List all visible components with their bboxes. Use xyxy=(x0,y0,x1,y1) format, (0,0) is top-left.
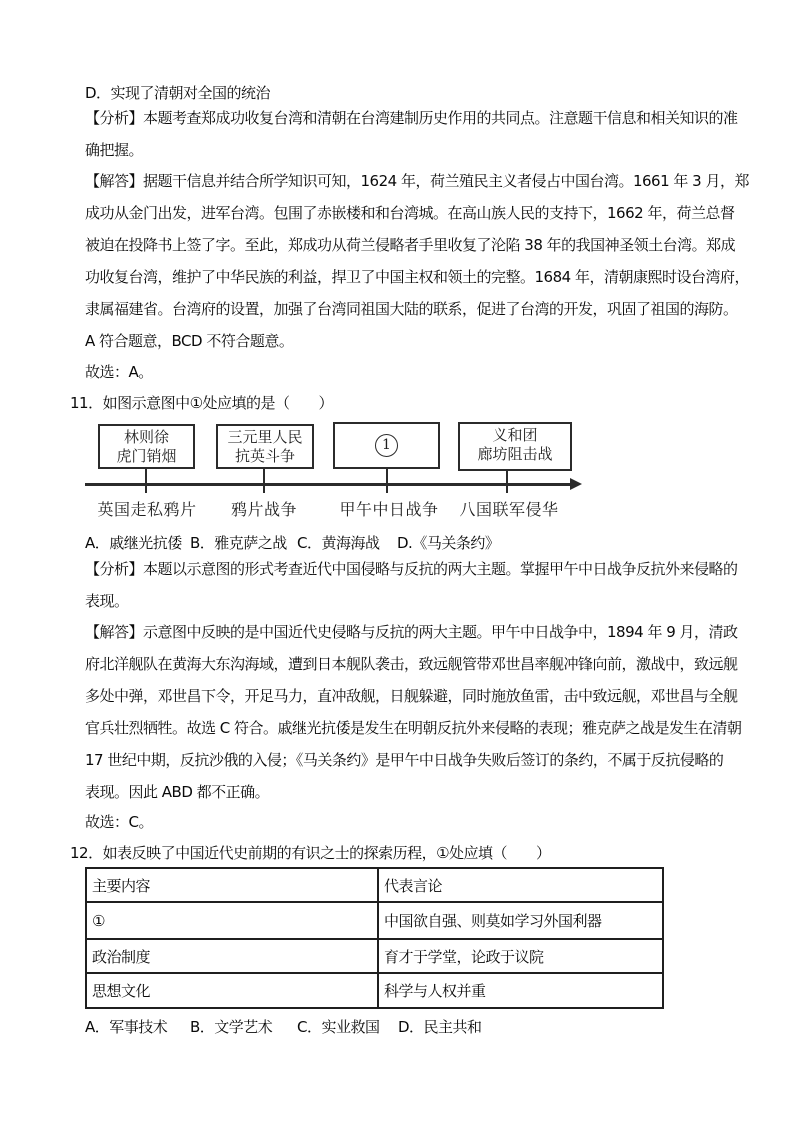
diagram-box-line: 抗英斗争 xyxy=(234,447,295,465)
q11-analysis-line-2: 表现。 xyxy=(85,592,129,610)
q11-option-a: A．戚继光抗倭 xyxy=(85,534,182,552)
table-header-main-content: 主要内容 xyxy=(86,868,378,902)
diagram-box-blank xyxy=(333,422,440,469)
q12-option-d: D．民主共和 xyxy=(398,1018,482,1036)
diagram-box-line: 三元里人民 xyxy=(227,428,303,446)
q11-question-stem: 11．如图示意图中①处应填的是（ ） xyxy=(70,394,334,412)
timeline-arrowhead-icon xyxy=(570,478,582,490)
q10-conclusion: 故选：A。 xyxy=(85,363,153,381)
table-header-representative-quotes: 代表言论 xyxy=(378,868,663,902)
timeline-tick xyxy=(145,469,147,493)
table-row xyxy=(86,973,663,1008)
q10-answer-line-2: 成功从金门出发，进军台湾。包围了赤嵌楼和和台湾城。在高山族人民的支持下，1662 年，荷兰总督 xyxy=(85,204,735,222)
table-cell: 育才于学堂，论政于议院 xyxy=(378,939,663,973)
timeline-label-jiawu-war: 甲午中日战争 xyxy=(339,500,439,519)
timeline-label-opium-smuggling: 英国走私鸦片 xyxy=(97,500,197,519)
q11-answer-line-5: 17 世纪中期，反抗沙俄的入侵；《马关条约》是甲午中日战争失败后签订的条约，不属于反抗侵略的 xyxy=(85,751,724,769)
q12-option-a: A．军事技术 xyxy=(85,1018,168,1036)
diagram-box-line: 义和团 xyxy=(492,426,538,444)
q11-answer-line-4: 官兵壮烈牺牲。故选 C 符合。戚继光抗倭是发生在明朝反抗外来侵略的表现；雅克萨之战是发生在清朝 xyxy=(85,719,742,737)
q11-answer-line-3: 多处中弹，邓世昌下令，开足马力，直冲敌舰，日舰躲避，同时施放鱼雷，击中致远舰，邓世昌与全舰 xyxy=(85,687,738,705)
q11-conclusion: 故选：C。 xyxy=(85,813,153,831)
q12-question-stem: 12．如表反映了中国近代史前期的有识之士的探索历程，①处应填（ ） xyxy=(70,844,551,862)
circled-one-icon: 1 xyxy=(375,434,398,457)
diagram-box-line: 虎门销烟 xyxy=(116,447,177,465)
q11-answer-line-1: 【解答】示意图中反映的是中国近代史侵略与反抗的两大主题。甲午中日战争中，1894 年 9 月，清政 xyxy=(85,623,738,641)
timeline-tick xyxy=(263,469,265,493)
q10-analysis-line-2: 确把握。 xyxy=(85,141,144,159)
q10-answer-line-1: 【解答】据题干信息并结合所学知识可知，1624 年，荷兰殖民主义者侵占中国台湾。1661 年 3 月，郑 xyxy=(85,172,749,190)
diagram-box-line: 林则徐 xyxy=(123,428,169,446)
timeline-label-eight-nation: 八国联军侵华 xyxy=(459,500,559,519)
timeline-axis xyxy=(85,483,572,486)
q11-analysis-line-1: 【分析】本题以示意图的形式考查近代中国侵略与反抗的两大主题。掌握甲午中日战争反抗外来侵略的 xyxy=(85,560,738,578)
diagram-box-yihetuan xyxy=(458,422,572,471)
q10-answer-line-6: A 符合题意，BCD 不符合题意。 xyxy=(85,332,294,350)
timeline-label-opium-war: 鸦片战争 xyxy=(230,500,298,519)
q10-answer-line-3: 被迫在投降书上签了字。至此，郑成功从荷兰侵略者手里收复了沦陷 38 年的我国神圣领土台湾。郑成 xyxy=(85,236,736,254)
timeline-tick xyxy=(386,469,388,493)
q10-answer-line-4: 功收复台湾，维护了中华民族的利益，捍卫了中国主权和领土的完整。1684 年，清朝康熙时设台湾府， xyxy=(85,268,749,286)
q11-option-b: B．雅克萨之战 xyxy=(190,534,287,552)
table-row xyxy=(86,902,663,939)
diagram-box-line: 廊坊阻击战 xyxy=(477,445,553,463)
table-cell: 科学与人权并重 xyxy=(378,973,663,1008)
table-cell: 思想文化 xyxy=(86,973,378,1008)
q12-option-b: B．文学艺术 xyxy=(190,1018,273,1036)
q11-options-row xyxy=(85,532,725,552)
q12-content-table xyxy=(85,867,664,1009)
table-cell: ① xyxy=(86,902,378,939)
q10-analysis-line-1: 【分析】本题考查郑成功收复台湾和清朝在台湾建制历史作用的共同点。注意题干信息和相关知识的准 xyxy=(85,109,738,127)
q12-options-row xyxy=(85,1016,725,1036)
table-cell: 中国欲自强、则莫如学习外国利器 xyxy=(378,902,663,939)
q11-answer-line-2: 府北洋舰队在黄海大东沟海域，遭到日本舰队袭击，致远舰管带邓世昌率舰冲锋向前，激战中，致远舰 xyxy=(85,655,738,673)
q10-answer-line-5: 隶属福建省。台湾府的设置，加强了台湾同祖国大陆的联系，促进了台湾的开发，巩固了祖国的海防。 xyxy=(85,300,738,318)
diagram-box-humen xyxy=(98,424,195,469)
table-header-row xyxy=(86,868,663,902)
diagram-box-sanyuanli xyxy=(216,424,314,469)
q11-answer-line-6: 表现。因此 ABD 都不正确。 xyxy=(85,783,270,801)
q10-option-d: D．实现了清朝对全国的统治 xyxy=(85,84,271,102)
table-row xyxy=(86,939,663,973)
table-cell: 政治制度 xyxy=(86,939,378,973)
timeline-tick xyxy=(506,469,508,493)
q11-option-d: D.《马关条约》 xyxy=(397,534,500,552)
q11-option-c: C．黄海海战 xyxy=(297,534,380,552)
q12-option-c: C．实业救国 xyxy=(297,1018,380,1036)
